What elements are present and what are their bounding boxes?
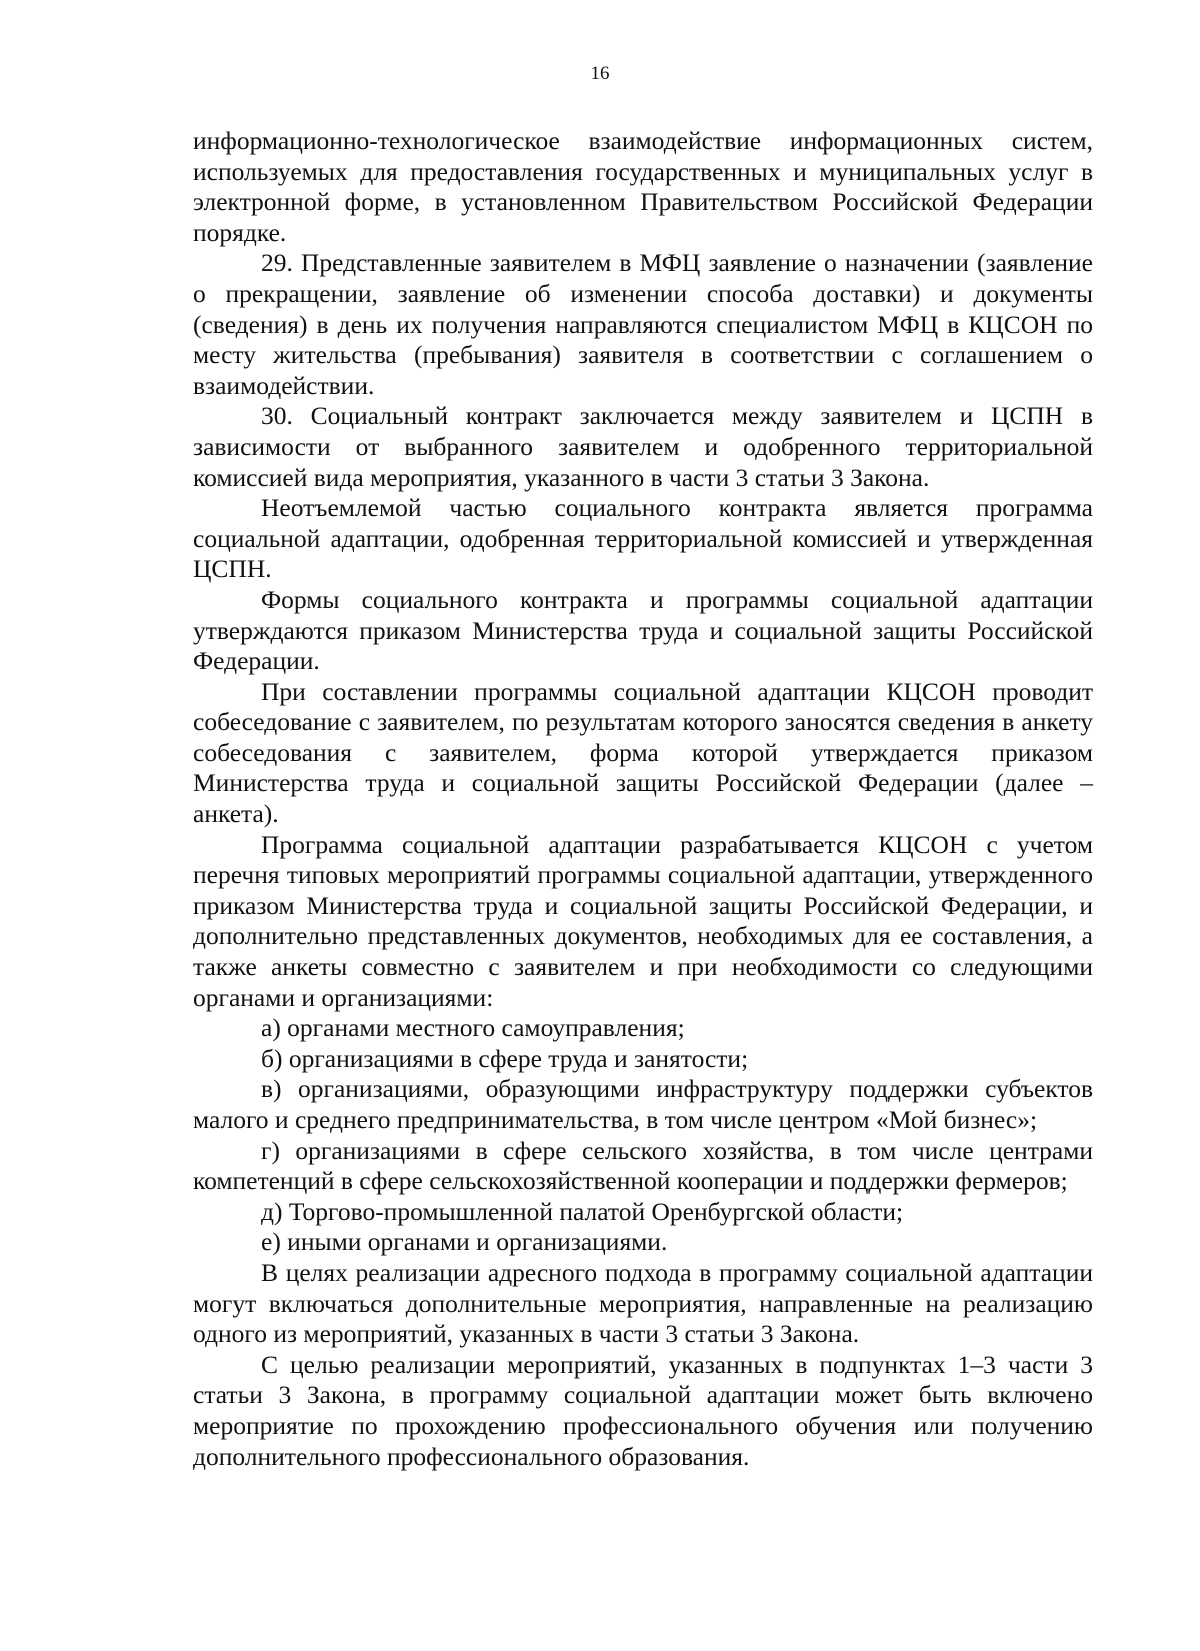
paragraph-targeted-approach: В целях реализации адресного подхода в программу социальной адаптации могут включаться дополнительные мероприятия, направленные на реализацию одного из мероприятий, указанных в части 3 статьи 3 Закона.: [193, 1257, 1093, 1349]
paragraph-forms: Формы социального контракта и программы социальной адаптации утверждаются приказом Министерства труда и социальной защиты Российской Федерации.: [193, 584, 1093, 676]
paragraph-program-development: Программа социальной адаптации разрабатывается КЦСОН с учетом перечня типовых мероприятий программы социальной адаптации, утвержденного приказом Министерства труда и социальной защиты Российской Федерации, и дополнительно представленных документов, необходимых для ее составления, а также анкеты совместно с заявителем и при необходимости со следующими органами и организациями:: [193, 829, 1093, 1012]
page-number: 16: [590, 63, 610, 84]
paragraph-professional-training: С целью реализации мероприятий, указанных в подпунктах 1–3 части 3 статьи 3 Закона, в программу социальной адаптации может быть включено мероприятие по прохождению профессионального обучения или получению дополнительного профессионального образования.: [193, 1349, 1093, 1471]
list-item-g: г) организациями в сфере сельского хозяйства, в том числе центрами компетенций в сфере сельскохозяйственной кооперации и поддержки фермеров;: [193, 1135, 1093, 1196]
paragraph-interview: При составлении программы социальной адаптации КЦСОН проводит собеседование с заявителем, по результатам которого заносятся сведения в анкету собеседования с заявителем, форма которой утверждается приказом Министерства труда и социальной защиты Российской Федерации (далее – анкета).: [193, 676, 1093, 829]
list-item-e: е) иными органами и организациями.: [261, 1227, 668, 1257]
list-item-b: б) организациями в сфере труда и занятости;: [261, 1043, 749, 1073]
list-item-a: а) органами местного самоуправления;: [261, 1013, 685, 1043]
list-item-v: в) организациями, образующими инфраструктуру поддержки субъектов малого и среднего предпринимательства, в том числе центром «Мой бизнес»;: [193, 1074, 1093, 1134]
document-body: [193, 126, 1093, 1472]
list-item-d: д) Торгово-промышленной палатой Оренбургской области;: [261, 1196, 904, 1226]
paragraph-continuation: информационно-технологическое взаимодействие информационных систем, используемых для предоставления государственных и муниципальных услуг в электронной форме, в установленном Правительством Российской Федерации порядке.: [193, 126, 1093, 247]
paragraph-item-30: 30. Социальный контракт заключается между заявителем и ЦСПН в зависимости от выбранного заявителем и одобренного территориальной комиссией вида мероприятия, указанного в части 3 статьи 3 Закона.: [193, 401, 1093, 492]
paragraph-program-part: Неотъемлемой частью социального контракта является программа социальной адаптации, одобренная территориальной комиссией и утвержденная ЦСПН.: [193, 493, 1093, 584]
paragraph-item-29: 29. Представленные заявителем в МФЦ заявление о назначении (заявление о прекращении, заявление об изменении способа доставки) и документы (сведения) в день их получения направляются специалистом МФЦ в КЦСОН по месту жительства (пребывания) заявителя в соответствии с соглашением о взаимодействии.: [193, 248, 1093, 400]
